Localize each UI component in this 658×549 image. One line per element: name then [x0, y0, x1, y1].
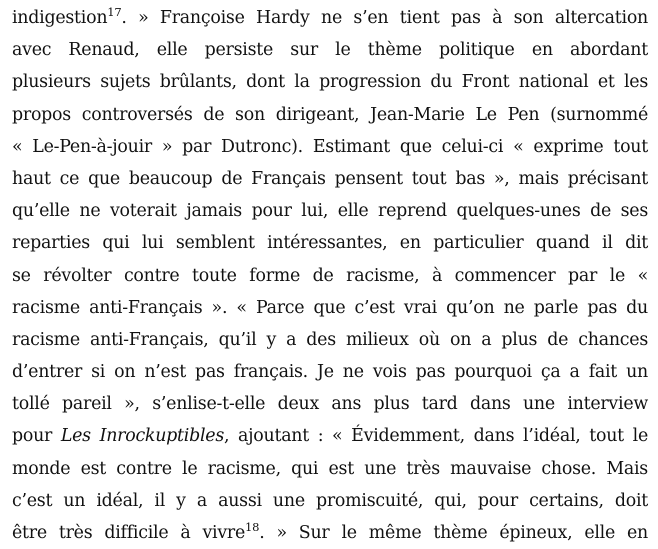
- text-line: [12, 2, 648, 34]
- text-line: [12, 420, 648, 452]
- text-line: c’est un idéal, il y a aussi une promiscuité, qui, pour certains, doit: [12, 490, 648, 511]
- text-line: tollé pareil », s’enlise-t-elle deux ans plus tard dans une interview: [12, 394, 648, 415]
- text-line: haut ce que beaucoup de Français pensent tout bas », mais précisant: [12, 168, 648, 189]
- text-line: [12, 517, 648, 549]
- text-line: propos controversés de son dirigeant, Jean-Marie Le Pen (surnommé: [12, 104, 648, 125]
- footnote-ref-17[interactable]: 17: [107, 5, 122, 19]
- line-text: indigestion: [12, 8, 108, 28]
- text-line: racisme anti-Français, qu’il y a des milieux où on a plus de chances: [12, 329, 648, 350]
- line-text: . » Sur le même thème épineux, elle en: [259, 523, 649, 543]
- text-line: reparties qui lui semblent intéressantes, en particulier quand il dit: [12, 233, 648, 254]
- magazine-title: Les Inrockuptibles: [60, 426, 225, 447]
- text-line: monde est contre le racisme, qui est une très mauvaise chose. Mais: [12, 458, 648, 479]
- body-paragraph: [12, 2, 648, 549]
- text-line: racisme anti-Français ». « Parce que c’est vrai qu’on ne parle pas du: [12, 297, 648, 318]
- text-line: avec Renaud, elle persiste sur le thème politique en abordant: [12, 40, 648, 61]
- text-line: plusieurs sujets brûlants, dont la progression du Front national et les: [12, 72, 648, 93]
- line-text: pour: [12, 426, 61, 447]
- line-text: , ajoutant : « Évidemment, dans l’idéal, tout le: [224, 426, 648, 447]
- footnote-ref-18[interactable]: 18: [245, 520, 260, 534]
- text-line: « Le-Pen-à-jouir » par Dutronc). Estimant que celui-ci « exprime tout: [12, 136, 648, 157]
- line-text: . » Françoise Hardy ne s’en tient pas à son altercation: [121, 8, 648, 28]
- text-line: d’entrer si on n’est pas français. Je ne vois pas pourquoi ça a fait un: [12, 362, 648, 383]
- text-line: qu’elle ne voterait jamais pour lui, elle reprend quelques-unes de ses: [12, 201, 648, 222]
- line-text: être très difficile à vivre: [12, 523, 246, 543]
- text-line: se révolter contre toute forme de racisme, à commencer par le «: [12, 265, 648, 286]
